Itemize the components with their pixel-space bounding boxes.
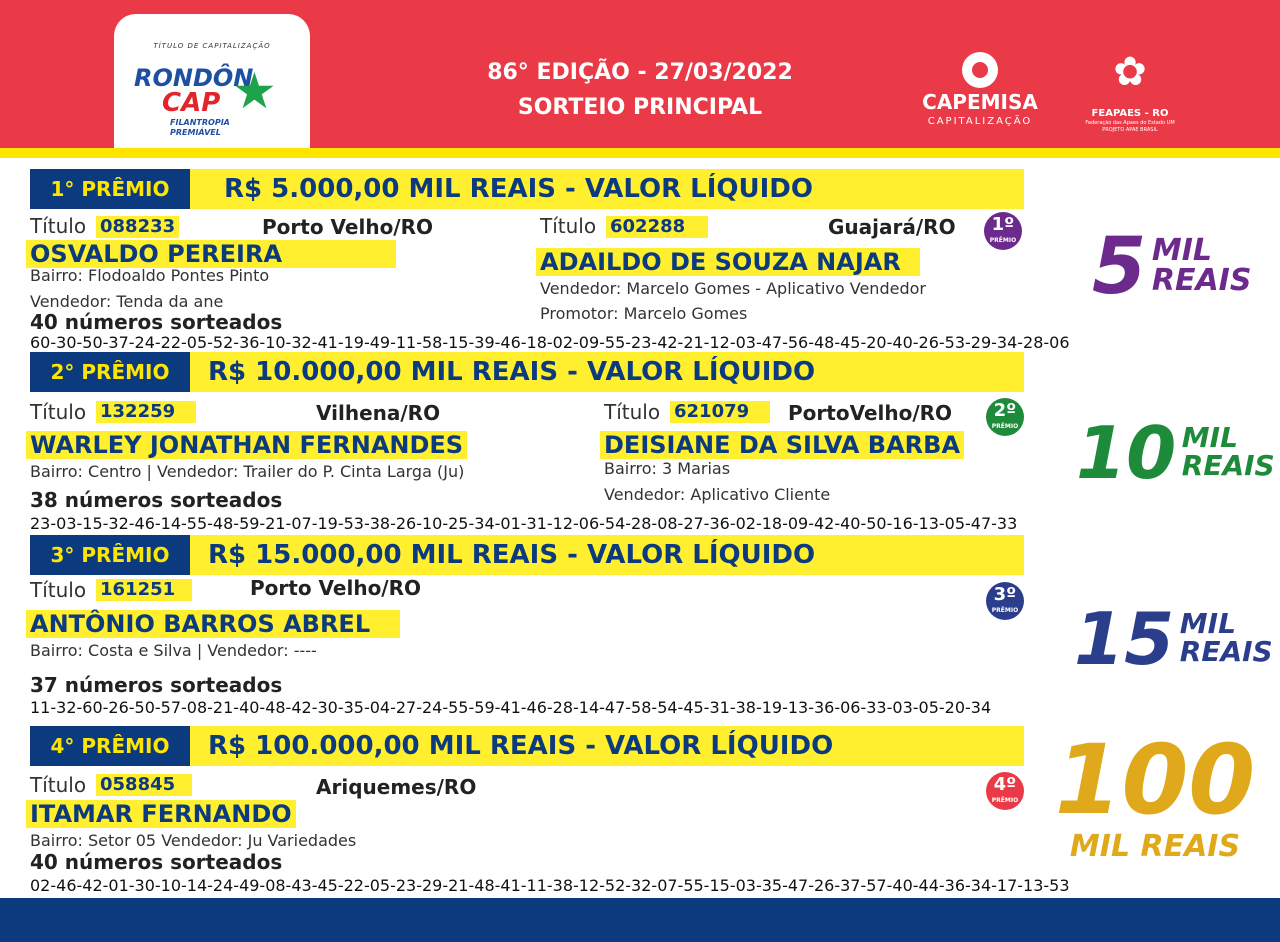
amount-number: 15 — [1074, 597, 1175, 681]
prize-1-amount-graphic — [1092, 222, 1251, 312]
prize-1-bar — [30, 169, 1024, 209]
badge-number: 4º — [993, 774, 1017, 795]
badge-word: PRÊMIO — [991, 423, 1019, 430]
logo-sub-1: FILANTROPIA — [170, 118, 230, 127]
capemisa-sub: CAPITALIZAÇÃO — [927, 116, 1033, 127]
badge-number: 3º — [993, 584, 1017, 605]
winner-name: ADAILDO DE SOUZA NAJAR — [536, 248, 920, 276]
drawn-numbers: 02-46-42-01-30-10-14-24-49-08-43-45-22-05-23-29-21-48-41-11-38-12-52-32-07-55-15-03-35-47-26-37-57-40-44-36-34-17-13-53 — [30, 876, 1070, 895]
prize-2-bar — [30, 352, 1024, 392]
amount-mil: MIL — [1181, 421, 1238, 454]
ticket-code: 602288 — [606, 216, 708, 238]
titulo-label: Título — [30, 400, 87, 424]
star-icon: ★ — [232, 62, 277, 120]
numbers-count: 37 números sorteados — [30, 673, 283, 697]
amount-number: 100 — [1054, 724, 1256, 836]
ticket-code: 621079 — [670, 401, 770, 423]
titulo-label: Título — [30, 578, 87, 602]
feapaes-flower-icon: ✿ — [1113, 49, 1147, 95]
badge-word: PRÊMIO — [991, 797, 1019, 804]
prize-2-badge — [986, 398, 1024, 436]
winner-name: DEISIANE DA SILVA BARBA — [600, 431, 964, 459]
ticket-code: 058845 — [96, 774, 192, 796]
winner-detail-2: Promotor: Marcelo Gomes — [540, 304, 748, 323]
prize-1-value: R$ 5.000,00 MIL REAIS - VALOR LÍQUIDO — [224, 174, 813, 204]
amount-words — [1151, 233, 1252, 298]
prize-4-amount-graphic — [1050, 724, 1260, 864]
winner-detail-1: Bairro: Flodoaldo Pontes Pinto — [30, 266, 270, 285]
amount-mil: MIL — [1151, 233, 1212, 268]
drawn-numbers: 23-03-15-32-46-14-55-48-59-21-07-19-53-38-26-10-25-34-01-31-12-06-54-28-08-27-36-02-18-09-42-40-50-16-13-05-47-33 — [30, 514, 1018, 533]
drawn-numbers: 11-32-60-26-50-57-08-21-40-48-42-30-35-04-27-24-55-59-41-46-28-14-47-58-54-45-31-38-19-13-36-06-33-03-05-20-34 — [30, 698, 992, 717]
winner-city: Ariquemes/RO — [316, 775, 477, 799]
prize-3-value: R$ 15.000,00 MIL REAIS - VALOR LÍQUIDO — [208, 540, 816, 570]
winner-detail-2: Vendedor: Tenda da ane — [30, 292, 224, 311]
prize-4-label: 4° PRÊMIO — [30, 726, 190, 766]
amount-reais: REAIS — [1151, 263, 1252, 298]
ticket-code: 088233 — [96, 216, 179, 238]
capemisa-name: CAPEMISA — [922, 90, 1038, 114]
ticket-code: 161251 — [96, 579, 192, 601]
amount-number: 5 — [1092, 222, 1147, 312]
prize-2-amount-graphic — [1076, 408, 1275, 498]
winner-detail-1: Bairro: Setor 05 Vendedor: Ju Variedades — [30, 831, 357, 850]
prize-3-bar — [30, 535, 1024, 575]
winner-name: WARLEY JONATHAN FERNANDES — [26, 431, 467, 459]
badge-number: 2º — [993, 400, 1017, 421]
winner-city: Porto Velho/RO — [262, 215, 434, 239]
drawn-numbers: 60-30-50-37-24-22-05-52-36-10-32-41-19-49-11-58-15-39-46-18-02-09-55-23-42-21-12-03-47-56-48-45-20-40-26-53-29-34-28-06 — [30, 333, 1070, 352]
winner-city: Vilhena/RO — [316, 401, 441, 425]
winner-detail-1: Bairro: 3 Marias — [604, 459, 731, 478]
prize-4-bar — [30, 726, 1024, 766]
winner-name: OSVALDO PEREIRA — [26, 240, 396, 268]
amount-reais: REAIS — [1181, 449, 1275, 482]
amount-words — [1179, 607, 1273, 668]
badge-number: 1º — [991, 214, 1015, 235]
amount-mil: MIL REAIS — [1069, 829, 1241, 864]
prize-2-label: 2° PRÊMIO — [30, 352, 190, 392]
winner-city: Porto Velho/RO — [250, 576, 422, 600]
feapaes-name: FEAPAES - RO — [1091, 108, 1169, 119]
prize-3-badge — [986, 582, 1024, 620]
prize-3-label: 3° PRÊMIO — [30, 535, 190, 575]
logo-tagline: TÍTULO DE CAPITALIZAÇÃO — [153, 42, 271, 50]
prize-3-amount-graphic — [1074, 594, 1273, 684]
numbers-count: 38 números sorteados — [30, 488, 283, 512]
titulo-label: Título — [540, 214, 597, 238]
badge-word: PRÊMIO — [991, 607, 1019, 614]
amount-number: 10 — [1076, 411, 1177, 495]
footer-bar — [0, 898, 1280, 942]
prize-1-label: 1° PRÊMIO — [30, 169, 190, 209]
numbers-count: 40 números sorteados — [30, 310, 283, 334]
ticket-code: 132259 — [96, 401, 196, 423]
draw-title: SORTEIO PRINCIPAL — [517, 95, 763, 120]
winner-detail-1: Bairro: Centro | Vendedor: Trailer do P. Cinta Larga (Ju) — [30, 462, 465, 481]
winner-detail-1: Bairro: Costa e Silva | Vendedor: ---- — [30, 641, 317, 660]
logo-cap: CAP — [162, 88, 221, 118]
logo-name: RONDÔN — [134, 64, 254, 92]
winner-city: Guajará/RO — [828, 215, 956, 239]
rondoncap-logo — [114, 14, 310, 148]
logo-subtitle — [170, 118, 230, 138]
winner-name: ITAMAR FERNANDO — [26, 800, 296, 828]
logo-sub-2: PREMIÁVEL — [170, 128, 221, 137]
titulo-label: Título — [604, 400, 661, 424]
prize-4-value: R$ 100.000,00 MIL REAIS - VALOR LÍQUIDO — [208, 731, 834, 761]
capemisa-logo-icon — [962, 52, 998, 88]
winner-detail-1: Vendedor: Marcelo Gomes - Aplicativo Vendedor — [540, 279, 926, 298]
numbers-count: 40 números sorteados — [30, 850, 283, 874]
winner-detail-2: Vendedor: Aplicativo Cliente — [604, 485, 831, 504]
prize-1-badge — [984, 212, 1022, 250]
amount-mil: MIL — [1179, 607, 1236, 640]
header-yellow-strip — [0, 148, 1280, 158]
edition-title: 86° EDIÇÃO - 27/03/2022 — [487, 60, 793, 85]
badge-word: PRÊMIO — [989, 237, 1017, 244]
winner-name: ANTÔNIO BARROS ABREL — [26, 610, 400, 638]
prize-4-badge — [986, 772, 1024, 810]
winner-city: PortoVelho/RO — [788, 401, 953, 425]
feapaes-sub: Federação das Apaes do Estado UM PROJETO APAE BRASIL — [1085, 120, 1175, 133]
amount-words — [1181, 421, 1275, 482]
amount-reais: REAIS — [1179, 635, 1273, 668]
titulo-label: Título — [30, 214, 87, 238]
prize-2-value: R$ 10.000,00 MIL REAIS - VALOR LÍQUIDO — [208, 357, 816, 387]
titulo-label: Título — [30, 773, 87, 797]
